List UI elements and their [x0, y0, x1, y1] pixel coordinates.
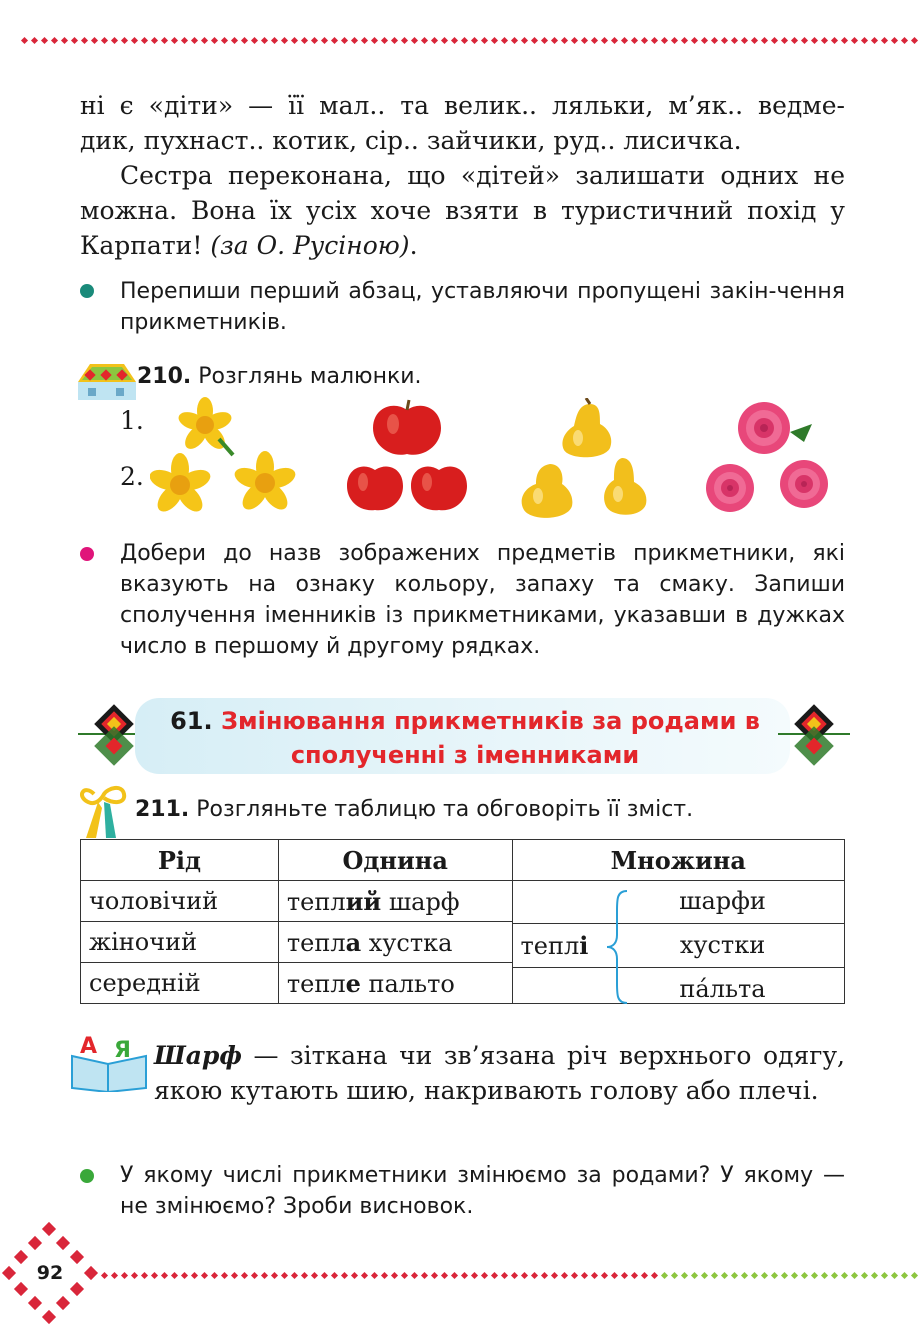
- row-number-2: 2.: [120, 462, 144, 491]
- task-pick-adjectives: [80, 538, 845, 662]
- exercise-210-text: Розглянь малюнки.: [198, 364, 422, 389]
- pears-image: [520, 398, 660, 523]
- task-1-text: Перепиши перший абзац, уставляючи пропущені закін-чення прикметників.: [120, 279, 845, 335]
- story-paragraph-2: [80, 158, 845, 263]
- gender-cell: чоловічий: [81, 881, 279, 922]
- plural-adjective: [521, 931, 589, 960]
- section-title: [140, 704, 790, 772]
- table-header-row: [81, 840, 845, 881]
- task-3-text: У якому числі прикметники змінюємо за родами? У якому — не змінюємо? Зроби висновок.: [120, 1163, 845, 1219]
- exercise-211-heading: [135, 797, 693, 822]
- dictionary-definition: — зіткана чи зв’язана річ верхнього одягу, якою кутають шию, накривають голову або плечі.: [154, 1041, 845, 1105]
- task-conclusion: [80, 1160, 845, 1222]
- gender-cell: жіночий: [81, 922, 279, 963]
- exercise-211-number: 211.: [135, 797, 190, 822]
- story-line-1: ні є «діти» — її мал.. та велик.. ляльки, м’як.. ведме-: [80, 91, 845, 120]
- table-row: [81, 881, 845, 922]
- letter-a: А: [80, 1034, 98, 1059]
- adjective-stem: тепл: [286, 887, 346, 916]
- noun: пальто: [360, 969, 455, 998]
- section-number: 61.: [170, 707, 213, 735]
- story-source: (за О. Русіною): [210, 231, 410, 260]
- magenta-bullet-icon: [80, 547, 94, 561]
- adjective-stem: тепл: [286, 969, 346, 998]
- story-line-2: дик, пухнаст.. котик, сір.. зайчики, руд.. лисичка.: [80, 126, 742, 155]
- plural-noun-2: хустки: [679, 931, 766, 959]
- adjective-ending: ий: [345, 886, 382, 916]
- plural-stem: тепл: [520, 932, 580, 960]
- page-number: 92: [36, 1262, 64, 1284]
- curly-brace-icon: [603, 887, 633, 1007]
- teal-bullet-icon: [80, 284, 94, 298]
- task-2-text: Добери до назв зображених предметів прикметники, які вказують на ознаку кольору, запаху та смаку. Запиши сполучення іменників із прикметниками, указавши в дужках число в першому й другому рядках.: [120, 541, 845, 659]
- exercise-210-heading: [137, 364, 422, 389]
- header-singular: Однина: [278, 840, 512, 881]
- story-text: Сестра переконана, що «дітей» залишати одних не можна. Вона їх усіх хоче взяти в туристичний похід у Карпати!: [80, 161, 845, 260]
- plural-noun-1: шарфи: [679, 887, 766, 915]
- ribbon-tassel-icon: [76, 784, 132, 840]
- dictionary-entry: [154, 1038, 845, 1108]
- letter-ya: Я: [114, 1038, 131, 1063]
- top-ornament-border: [20, 36, 918, 46]
- header-plural: Множина: [512, 840, 844, 881]
- dictionary-book-icon: [68, 1034, 150, 1092]
- header-gender: Рід: [81, 840, 279, 881]
- green-bullet-icon: [80, 1169, 94, 1183]
- adjective-ending: а: [345, 927, 362, 957]
- adjective-ending: е: [345, 968, 361, 998]
- singular-cell: [278, 881, 512, 922]
- apples-image: [345, 398, 475, 523]
- roses-image: [700, 398, 850, 523]
- task-rewrite-paragraph: [80, 276, 845, 338]
- plural-cell: [512, 881, 844, 1004]
- singular-cell: [278, 922, 512, 963]
- right-embroidery-ornament-icon: [778, 702, 850, 766]
- noun: хустка: [361, 928, 453, 957]
- gender-adjective-table: [80, 839, 845, 1004]
- plural-noun-3: па́льта: [679, 975, 766, 1003]
- adjective-stem: тепл: [286, 928, 346, 957]
- daffodils-image: [150, 395, 330, 525]
- gender-cell: середній: [81, 963, 279, 1004]
- noun: шарф: [381, 887, 460, 916]
- dictionary-term: Шарф: [154, 1041, 242, 1070]
- bottom-ornament-border: [100, 1270, 918, 1282]
- singular-cell: [278, 963, 512, 1004]
- story-paragraph-1: [80, 88, 845, 158]
- section-title-line-2: сполученні з іменниками: [290, 741, 640, 769]
- exercise-210-number: 210.: [137, 364, 192, 389]
- story-end-period: .: [409, 231, 418, 260]
- house-icon: [72, 360, 138, 402]
- row-number-1: 1.: [120, 406, 144, 435]
- plural-ending: і: [579, 931, 589, 960]
- section-title-line-1: Змінювання прикметників за родами в: [220, 707, 760, 735]
- exercise-211-text: Розгляньте таблицю та обговоріть її зміст.: [196, 797, 694, 822]
